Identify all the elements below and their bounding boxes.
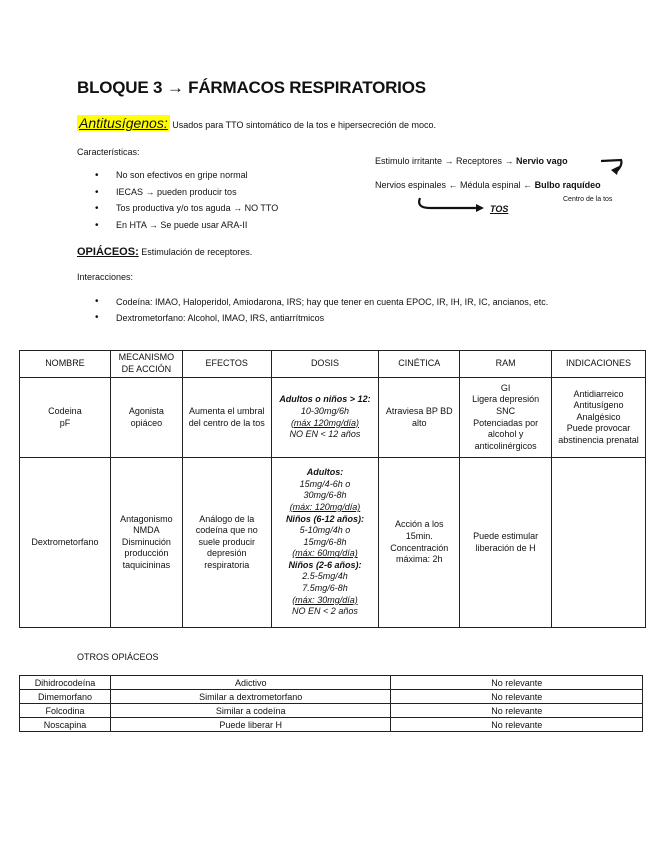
cell-rel: No relevante	[391, 704, 643, 718]
list-item: • Codeína: IMAO, Haloperidol, Amiodarona, IRS; hay que tener en cuenta EPOC, IR, IH, IR, IC, ancianos, etc.	[77, 295, 557, 309]
dosis-heading: Niños (6-12 años):	[285, 513, 364, 524]
list-item: • No son efectivos en gripe normal	[77, 170, 337, 181]
dosis-heading: Adultos o niños > 12:	[279, 394, 371, 405]
cell-name: Dihidrocodeína	[20, 676, 111, 690]
antitusigenos-label: Antitusígenos:	[79, 115, 168, 131]
curved-arrow-icon	[419, 198, 478, 208]
cell-dextro-nombre: Dextrometorfano	[20, 458, 111, 628]
diagram-bulbo: Bulbo raquídeo	[534, 180, 601, 190]
dosis-line: 2.5-5mg/4h	[302, 571, 348, 582]
arrow-head-icon	[611, 166, 619, 175]
table-row	[20, 704, 643, 718]
dosis-max: (máx 120mg/día)	[290, 417, 359, 428]
cell-dextro-cinetica: Acción a los 15min. Concentración máxima: 2h	[379, 458, 460, 628]
dosis-max: (máx: 120mg/día)	[289, 501, 361, 512]
cell-dextro-dosis	[271, 458, 379, 628]
dosis-line: NO EN < 2 años	[292, 606, 358, 617]
dosis-max: (máx: 30mg/día)	[292, 594, 358, 605]
col-header-dosis: DOSIS	[271, 351, 379, 378]
diagram-nervio-vago: Nervio vago	[516, 156, 568, 166]
table-row	[20, 718, 643, 732]
dosis-max: (máx: 60mg/día)	[292, 548, 358, 559]
list-item: • Tos productiva y/o tos aguda → NO TTO	[77, 203, 337, 214]
dosis-line: 15mg/4-6h o	[299, 478, 351, 489]
interacciones-list	[77, 295, 557, 327]
col-header-indicaciones: INDICACIONES	[552, 351, 646, 378]
list-item: • IECAS → pueden producir tos	[77, 187, 337, 198]
dosis-line: 15mg/6-8h	[303, 536, 347, 547]
dosis-line: 7.5mg/6-8h	[302, 583, 348, 594]
cell-codeina-ram: GI Ligera depresión SNC Potenciadas por alcohol y anticolinérgicos	[460, 378, 552, 458]
cell-codeina-indicaciones: Antidiarreico Antitusígeno Analgésico Puede provocar abstinencia prenatal	[552, 378, 646, 458]
col-header-ram: RAM	[460, 351, 552, 378]
cell-desc: Similar a codeína	[110, 704, 391, 718]
diagram-tos: TOS	[490, 204, 509, 214]
cell-desc: Adictivo	[110, 676, 391, 690]
cell-desc: Similar a dextrometorfano	[110, 690, 391, 704]
cell-rel: No relevante	[391, 690, 643, 704]
cell-dextro-indicaciones	[552, 458, 646, 628]
col-header-efectos: EFECTOS	[182, 351, 271, 378]
dosis-line: 10-30mg/6h	[300, 405, 349, 416]
table-header-row	[20, 351, 646, 378]
cell-codeina-nombre: Codeina pF	[20, 378, 111, 458]
table-row	[20, 458, 646, 628]
interacciones-heading: Interacciones:	[77, 272, 134, 282]
otros-opiaceos-table	[19, 675, 643, 732]
diagram-centro: Centro de la tos	[563, 196, 613, 203]
curved-arrow-icon	[601, 160, 621, 172]
col-header-mecanismo: MECANISMO DE ACCIÓN	[110, 351, 182, 378]
diagram-line-1-text: Estimulo irritante → Receptores →	[375, 156, 517, 166]
cell-codeina-efectos: Aumenta el umbral del centro de la tos	[182, 378, 271, 458]
dosis-line: 5-10mg/4h o	[299, 525, 351, 536]
caracteristicas-heading: Características:	[77, 147, 140, 157]
cell-dextro-ram: Puede estimular liberación de H	[460, 458, 552, 628]
page-title: BLOQUE 3 → FÁRMACOS RESPIRATORIOS	[77, 78, 426, 97]
list-item: • Dextrometorfano: Alcohol, IMAO, IRS, antiarrítmicos	[77, 311, 557, 325]
cell-rel: No relevante	[391, 676, 643, 690]
dosis-heading: Adultos:	[306, 467, 344, 478]
cell-codeina-dosis	[271, 378, 379, 458]
cell-name: Dimemorfano	[20, 690, 111, 704]
cell-desc: Puede liberar H	[110, 718, 391, 732]
dosis-line: NO EN < 12 años	[289, 429, 361, 440]
cell-dextro-mecanismo: Antagonismo NMDA Disminución producción taquicininas	[110, 458, 182, 628]
cell-dextro-efectos: Análogo de la codeína que no suele producir depresión respiratoria	[182, 458, 271, 628]
opiaceos-line	[77, 246, 252, 258]
cell-name: Noscapina	[20, 718, 111, 732]
arrow-head-icon	[476, 204, 484, 212]
otros-heading: OTROS OPIÁCEOS	[77, 652, 159, 662]
list-item: • En HTA → Se puede usar ARA-II	[77, 220, 337, 231]
cell-codeina-cinetica: Atraviesa BP BD alto	[379, 378, 460, 458]
table-row	[20, 690, 643, 704]
dosis-heading: Niños (2-6 años):	[288, 559, 362, 570]
cell-rel: No relevante	[391, 718, 643, 732]
antitusigenos-description: Usados para TTO sintomático de la tos e hipersecreción de moco.	[172, 120, 437, 130]
table-row	[20, 676, 643, 690]
opiaceos-label: OPIÁCEOS:	[77, 246, 139, 258]
dosis-line: 30mg/6-8h	[303, 490, 347, 501]
farmacos-table	[19, 350, 646, 628]
opiaceos-description: Estimulación de receptores.	[141, 247, 253, 257]
col-header-cinetica: CINÉTICA	[379, 351, 460, 378]
cell-name: Folcodina	[20, 704, 111, 718]
table-row	[20, 378, 646, 458]
col-header-nombre: NOMBRE	[20, 351, 111, 378]
diagram-line-2-text: Nervios espinales ← Médula espinal ←	[375, 180, 535, 190]
cell-codeina-mecanismo: Agonista opiáceo	[110, 378, 182, 458]
